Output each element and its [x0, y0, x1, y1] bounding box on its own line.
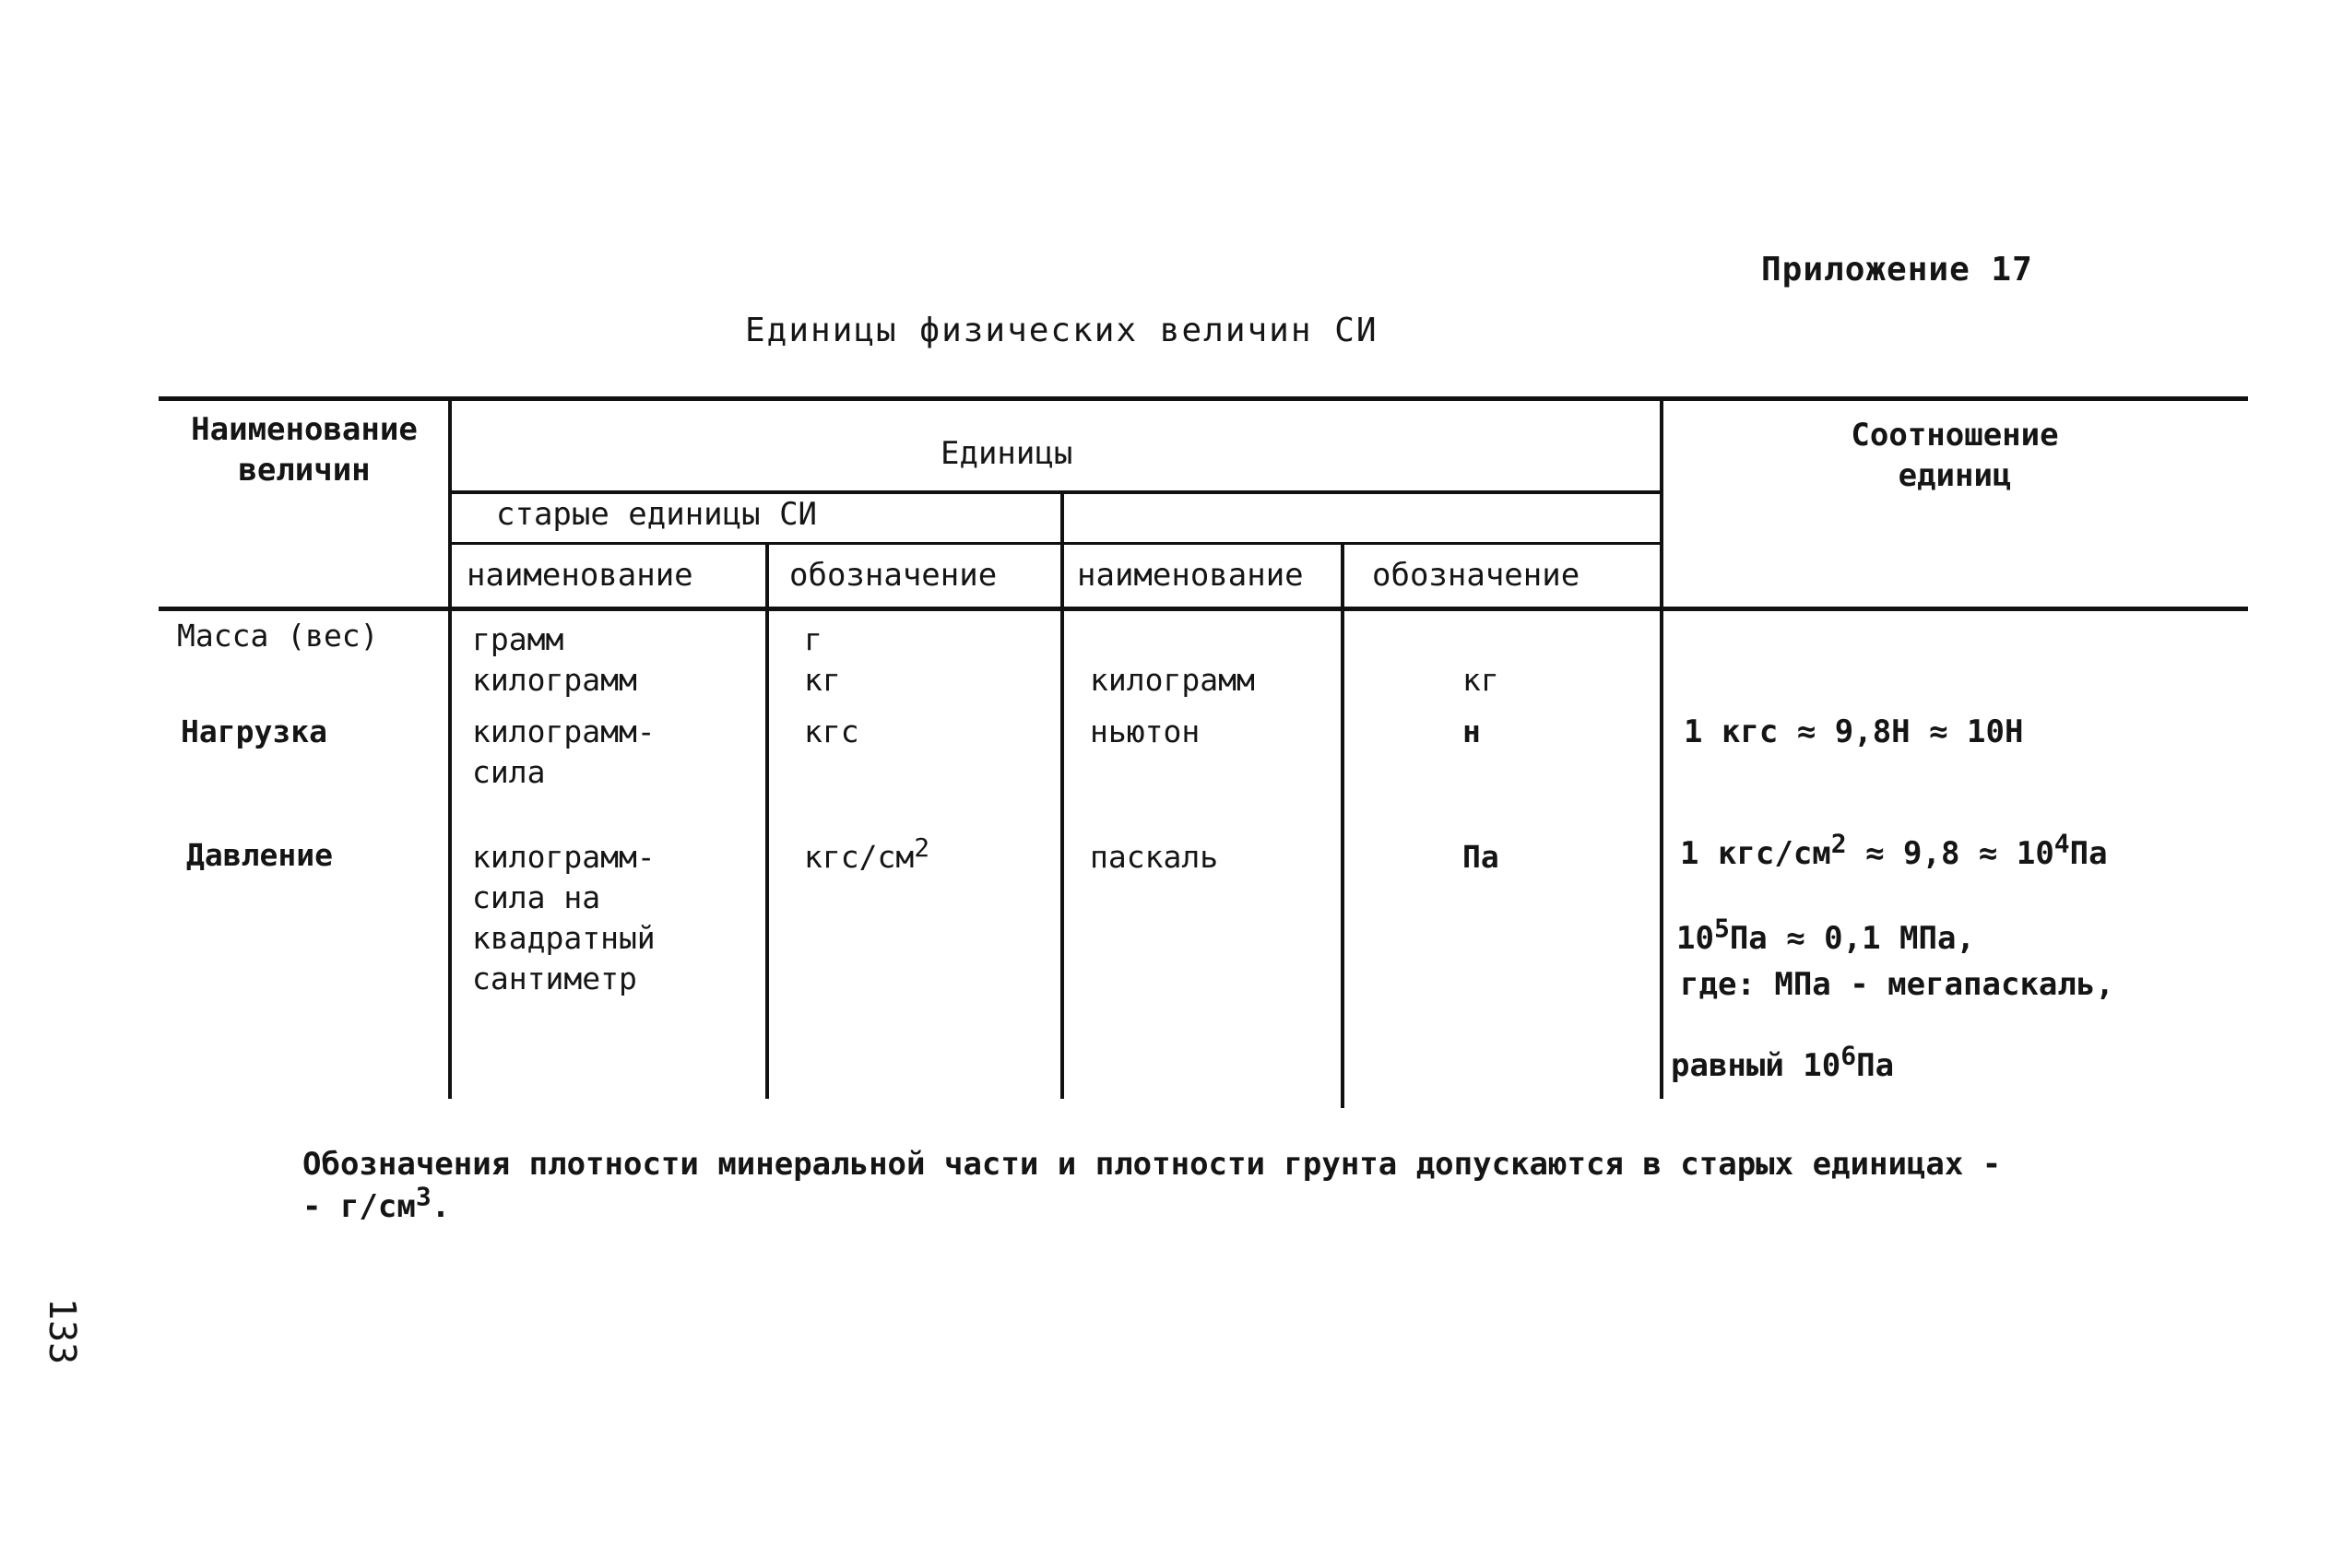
row-pressure-old-symbol: кгс/$см^2$ [804, 832, 930, 875]
row-load-old-name: килограмм- сила [472, 713, 656, 790]
header-bottom-rule [159, 607, 2248, 611]
header-units: Единицы [941, 435, 1073, 472]
table-top-rule [159, 396, 2248, 401]
header-ratio: Соотношение единиц [1851, 417, 2059, 494]
row-mass-quantity: Масса (вес) [177, 618, 379, 654]
header-old-name: наименование [467, 557, 693, 594]
footnote: Обозначения плотности минеральной части и плотности грунта допускаются в старых единицах - - $г/см^3$. [302, 1143, 2001, 1228]
row-load-ratio: 1 кгс ≈ 9,8Н ≈ 10Н [1684, 713, 2024, 750]
row-pressure-ratio-line3: где: МПа - мегапаскаль, [1680, 966, 2114, 1003]
row-pressure-si-symbol: Па [1462, 839, 1499, 875]
page-number: 133 [41, 1298, 83, 1365]
header-old-symbol: обозначение [789, 557, 998, 594]
row-mass-si-symbol: кг [1462, 662, 1499, 698]
old-units-subrule [450, 542, 1662, 545]
row-pressure-quantity: Давление [186, 837, 333, 873]
col-rule-4 [1341, 544, 1344, 1108]
appendix-label: Приложение 17 [1761, 251, 2033, 289]
row-load-si-symbol: н [1462, 713, 1481, 749]
header-si-symbol: обозначение [1372, 557, 1580, 594]
col-rule-3 [1060, 492, 1064, 1099]
units-subrule [450, 490, 1662, 494]
row-load-quantity: Нагрузка [181, 713, 327, 749]
col-rule-1 [448, 398, 452, 1099]
row-mass-old-name: грамм килограмм [472, 621, 637, 698]
col-rule-2 [765, 544, 769, 1099]
footnote-line2: - $г/см^3$. [302, 1181, 451, 1225]
row-pressure-si-name: паскаль [1090, 839, 1219, 875]
row-load-si-name: ньютон [1090, 713, 1201, 749]
page-title: Единицы физических величин СИ [745, 312, 1378, 349]
header-quantity: Наименование величин [191, 411, 418, 489]
col-rule-5 [1660, 398, 1663, 1099]
row-pressure-ratio-line2: $10^5Па \approx 0,1$ МПа, [1676, 913, 1975, 957]
row-mass-old-symbol: г кг [804, 621, 841, 698]
row-load-old-symbol: кгс [804, 713, 859, 749]
row-pressure-ratio-line4: равный $10^6Па$ [1671, 1040, 1895, 1084]
row-mass-si-name: килограмм [1090, 662, 1255, 698]
row-pressure-old-name: килограмм- сила на квадратный сантиметр [472, 839, 656, 996]
row-pressure-ratio-line1: 1 кгс/$см^2 \approx 9,8 \approx 10^4Па$ [1680, 828, 2108, 872]
header-old-units: старые единицы СИ [496, 496, 818, 533]
header-si-name: наименование [1077, 557, 1304, 594]
